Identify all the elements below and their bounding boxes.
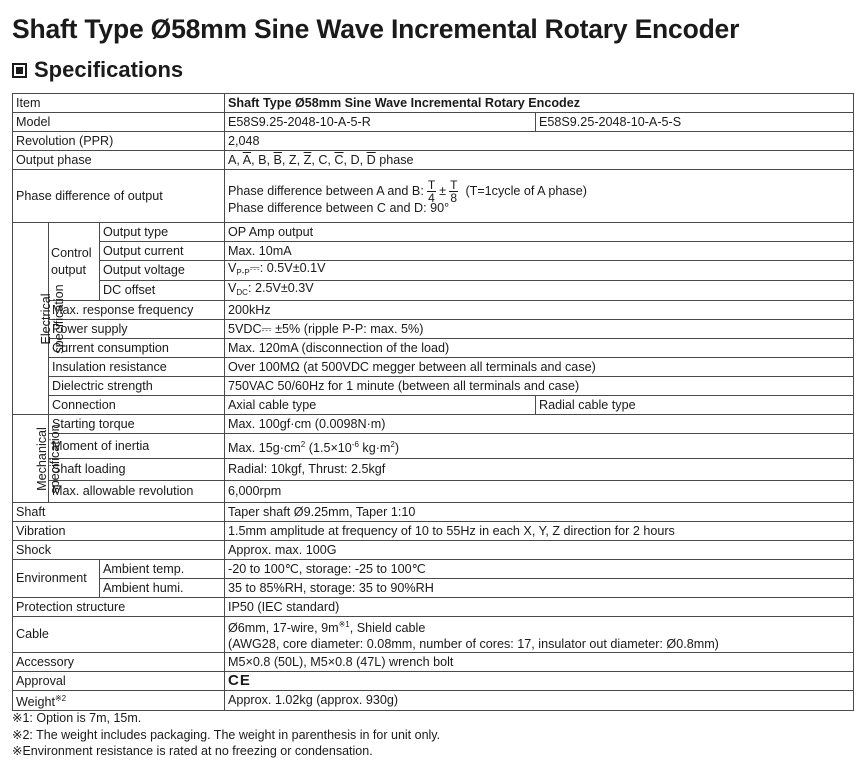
row-max-response [13,301,854,320]
row-accessory [13,653,854,672]
footnote: ※Environment resistance is rated at no freezing or condensation. [12,744,373,758]
dielectric-value: 750VAC 50/60Hz for 1 minute (between all terminals and case) [225,377,854,396]
current-consumption-value: Max. 120mA (disconnection of the load) [225,339,854,358]
output-current-value: Max. 10mA [225,242,854,261]
weight-value: Approx. 1.02kg (approx. 930g) [225,691,854,711]
max-response-value: 200kHz [225,301,854,320]
item-value: Shaft Type Ø58mm Sine Wave Incremental Rotary Encodez [225,94,854,113]
row-cable [13,617,854,653]
row-output-phase [13,151,854,170]
moment-inertia-label: Moment of inertia [49,434,225,459]
row-connection [13,396,854,415]
vibration-value: 1.5mm amplitude at frequency of 10 to 55Hz in each X, Y, Z direction for 2 hours [225,522,854,541]
phase-diff-value: Phase difference between A and B: $\frac{T}{4}$ ± $\frac{T}{8}$ (T=1cycle of A phase) Phase difference between C and D: 90° [225,170,854,223]
insulation-label: Insulation resistance [49,358,225,377]
row-model [13,113,854,132]
row-ambient-humi [13,579,854,598]
starting-torque-label: Starting torque [49,415,225,434]
shaft-loading-value: Radial: 10kgf, Thrust: 2.5kgf [225,459,854,481]
row-shock [13,541,854,560]
row-dc-offset [13,281,854,301]
section-heading [12,57,183,83]
filled-square-icon [12,63,27,78]
approval-value [225,672,854,691]
output-type-label: Output type [100,223,225,242]
max-response-label: Max. response frequency [49,301,225,320]
current-consumption-label: Current consumption [49,339,225,358]
footnote: ※1: Option is 7m, 15m. [12,711,142,725]
row-dielectric [13,377,854,396]
starting-torque-value: Max. 100gf·cm (0.0098N·m) [225,415,854,434]
row-output-type [13,223,854,242]
approval-label: Approval [13,672,225,691]
output-current-label: Output current [100,242,225,261]
ambient-humi-label: Ambient humi. [100,579,225,598]
specifications-table [12,93,854,711]
row-ambient-temp [13,560,854,579]
output-phase-label: Output phase [13,151,225,170]
dielectric-label: Dielectric strength [49,377,225,396]
electrical-spec-label: Electrical specification [13,223,49,415]
power-supply-value: 5VDC⎓ ±5% (ripple P-P: max. 5%) [225,320,854,339]
shock-label: Shock [13,541,225,560]
page-title: Shaft Type Ø58mm Sine Wave Incremental Rotary Encoder [12,14,740,44]
shaft-label: Shaft [13,503,225,522]
row-revolution [13,132,854,151]
moment-inertia-value: Max. $15g\cdot cm^2$ ($1.5\times 10^{-6}$ $kg\cdot m^2$) [225,434,854,459]
ce-mark-icon: CE [228,672,251,689]
output-voltage-label: Output voltage [100,261,225,281]
fraction-t-over-4: $\frac{T}{4}$ [427,177,436,205]
max-revolution-label: Max. allowable revolution [49,481,225,503]
ambient-temp-label: Ambient temp. [100,560,225,579]
weight-label: Weight$^{※2}$ [13,691,225,711]
accessory-label: Accessory [13,653,225,672]
shaft-loading-label: Shaft loading [49,459,225,481]
footnote: ※2: The weight includes packaging. The weight in parenthesis in for unit only. [12,727,441,742]
ambient-humi-value: 35 to 85%RH, storage: 35 to 90%RH [225,579,854,598]
phase-diff-label: Phase difference of output [13,170,225,223]
row-output-current [13,242,854,261]
output-type-value: OP Amp output [225,223,854,242]
row-output-voltage [13,261,854,281]
protection-value: IP50 (IEC standard) [225,598,854,617]
mechanical-spec-label: Mechanical specification [13,415,49,503]
vibration-label: Vibration [13,522,225,541]
connection-value-axial: Axial cable type [225,396,536,415]
row-current-consumption [13,339,854,358]
row-shaft-loading [13,459,854,481]
connection-value-radial: Radial cable type [536,396,854,415]
row-weight [13,691,854,711]
cable-value: Ø6mm, 17-wire, $9m^{※1}$, Shield cable (AWG28, core diameter: 0.08mm, number of cores: 17, insulator out diameter: Ø0.8mm) [225,617,854,653]
max-revolution-value: 6,000rpm [225,481,854,503]
dc-offset-label: DC offset [100,281,225,301]
power-supply-label: Power supply [49,320,225,339]
insulation-value: Over 100MΩ (at 500VDC megger between all terminals and case) [225,358,854,377]
output-phase-value: A, $\overline{A}$, B, $\overline{B}$, Z, $\overline{Z}$, C, $\overline{C}$, D, $\overline{D}$ phase [225,151,854,170]
section-title: Specifications [34,57,184,82]
row-phase-difference [13,170,854,223]
accessory-value: M5×0.8 (50L), M5×0.8 (47L) wrench bolt [225,653,854,672]
revolution-label: Revolution (PPR) [13,132,225,151]
protection-label: Protection structure [13,598,225,617]
item-label: Item [13,94,225,113]
revolution-value: 2,048 [225,132,854,151]
row-item [13,94,854,113]
row-power-supply [13,320,854,339]
row-starting-torque [13,415,854,434]
row-shaft [13,503,854,522]
control-output-label: Control output [49,223,100,301]
footnotes [12,710,440,760]
model-value-r: E58S9.25-2048-10-A-5-R [225,113,536,132]
connection-label: Connection [49,396,225,415]
dc-offset-value: $V_{DC}$: 2.5V±0.3V [225,281,854,301]
row-moment-inertia [13,434,854,459]
shaft-value: Taper shaft Ø9.25mm, Taper 1:10 [225,503,854,522]
row-max-revolution [13,481,854,503]
cable-label: Cable [13,617,225,653]
ambient-temp-value: -20 to 100℃, storage: -25 to 100℃ [225,560,854,579]
model-value-s: E58S9.25-2048-10-A-5-S [536,113,854,132]
output-voltage-value: $V_{P-P}⎓$: 0.5V±0.1V [225,261,854,281]
row-protection [13,598,854,617]
environment-label: Environment [13,560,100,598]
shock-value: Approx. max. 100G [225,541,854,560]
row-approval [13,672,854,691]
row-insulation [13,358,854,377]
model-label: Model [13,113,225,132]
row-vibration [13,522,854,541]
fraction-t-over-8: $\frac{T}{8}$ [450,177,458,205]
